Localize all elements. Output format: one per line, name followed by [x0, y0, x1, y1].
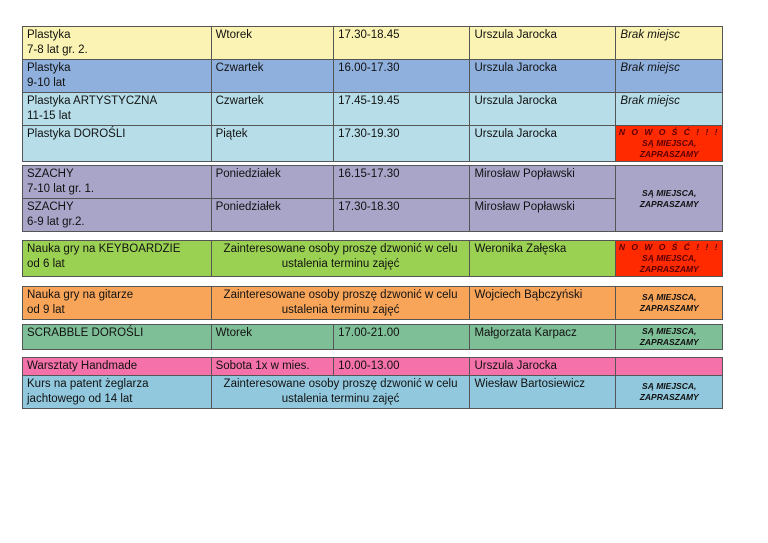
course-cell: Nauka gry na gitarze od 9 lat [23, 287, 212, 320]
time-cell: 17.30-19.30 [334, 126, 470, 162]
status-cell [616, 358, 723, 376]
day-cell: Sobota 1x w mies. [211, 358, 334, 376]
info-cell: Zainteresowane osoby proszę dzwonić w celu ustalenia terminu zajęć [211, 376, 470, 409]
table-row [23, 93, 723, 126]
day-cell: Poniedziałek [211, 166, 334, 199]
day-cell: Wtorek [211, 325, 334, 350]
course-cell: SZACHY 7-10 lat gr. 1. [23, 166, 212, 199]
course-cell: Plastyka 9-10 lat [23, 60, 212, 93]
day-cell: Wtorek [211, 27, 334, 60]
time-cell: 16.00-17.30 [334, 60, 470, 93]
course-cell: SZACHY 6-9 lat gr.2. [23, 199, 212, 232]
teacher-cell: Mirosław Popławski [470, 166, 616, 199]
course-cell: Plastyka DOROŚLI [23, 126, 212, 162]
table-row [23, 376, 723, 409]
course-cell: Plastyka 7-8 lat gr. 2. [23, 27, 212, 60]
teacher-cell: Urszula Jarocka [470, 93, 616, 126]
table-row [23, 241, 723, 277]
keyboard-table [22, 240, 723, 277]
status-cell: Brak miejsc [616, 27, 723, 60]
zeglarz-table [22, 375, 723, 409]
plastyka-table [22, 26, 723, 162]
day-cell: Czwartek [211, 93, 334, 126]
table-row [23, 287, 723, 320]
status-cell: SĄ MIEJSCA, ZAPRASZAMY [616, 376, 723, 409]
teacher-cell: Urszula Jarocka [470, 358, 616, 376]
handmade-table [22, 357, 723, 376]
table-row [23, 325, 723, 350]
status-cell: Brak miejsc [616, 93, 723, 126]
course-cell: Warsztaty Handmade [23, 358, 212, 376]
status-cell: SĄ MIEJSCA, ZAPRASZAMY [616, 166, 723, 232]
course-cell: Kurs na patent żeglarza jachtowego od 14 lat [23, 376, 212, 409]
szachy-table [22, 165, 723, 232]
day-cell: Poniedziałek [211, 199, 334, 232]
info-cell: Zainteresowane osoby proszę dzwonić w celu ustalenia terminu zajęć [211, 241, 470, 277]
time-cell: 17.30-18.30 [334, 199, 470, 232]
table-row [23, 27, 723, 60]
teacher-cell: Wojciech Bąbczyński [470, 287, 616, 320]
status-cell: SĄ MIEJSCA, ZAPRASZAMY [616, 325, 723, 350]
teacher-cell: Urszula Jarocka [470, 126, 616, 162]
day-cell: Piątek [211, 126, 334, 162]
teacher-cell: Weronika Załęska [470, 241, 616, 277]
status-cell: Brak miejsc [616, 60, 723, 93]
time-cell: 17.45-19.45 [334, 93, 470, 126]
teacher-cell: Mirosław Popławski [470, 199, 616, 232]
course-cell: SCRABBLE DOROŚLI [23, 325, 212, 350]
time-cell: 16.15-17.30 [334, 166, 470, 199]
course-cell: Plastyka ARTYSTYCZNA 11-15 lat [23, 93, 212, 126]
status-cell: N O W O Ś Ć ! ! ! SĄ MIEJSCA, ZAPRASZAMY [616, 126, 723, 162]
info-cell: Zainteresowane osoby proszę dzwonić w celu ustalenia terminu zajęć [211, 287, 470, 320]
scrabble-table [22, 324, 723, 350]
gitara-table [22, 286, 723, 320]
day-cell: Czwartek [211, 60, 334, 93]
teacher-cell: Urszula Jarocka [470, 27, 616, 60]
teacher-cell: Małgorzata Karpacz [470, 325, 616, 350]
course-cell: Nauka gry na KEYBOARDZIE od 6 lat [23, 241, 212, 277]
teacher-cell: Wiesław Bartosiewicz [470, 376, 616, 409]
table-row [23, 126, 723, 162]
table-row [23, 60, 723, 93]
time-cell: 10.00-13.00 [334, 358, 470, 376]
status-cell: N O W O Ś Ć ! ! ! SĄ MIEJSCA, ZAPRASZAMY [616, 241, 723, 277]
teacher-cell: Urszula Jarocka [470, 60, 616, 93]
status-cell: SĄ MIEJSCA, ZAPRASZAMY [616, 287, 723, 320]
time-cell: 17.30-18.45 [334, 27, 470, 60]
time-cell: 17.00-21.00 [334, 325, 470, 350]
table-row [23, 358, 723, 376]
table-row [23, 166, 723, 199]
